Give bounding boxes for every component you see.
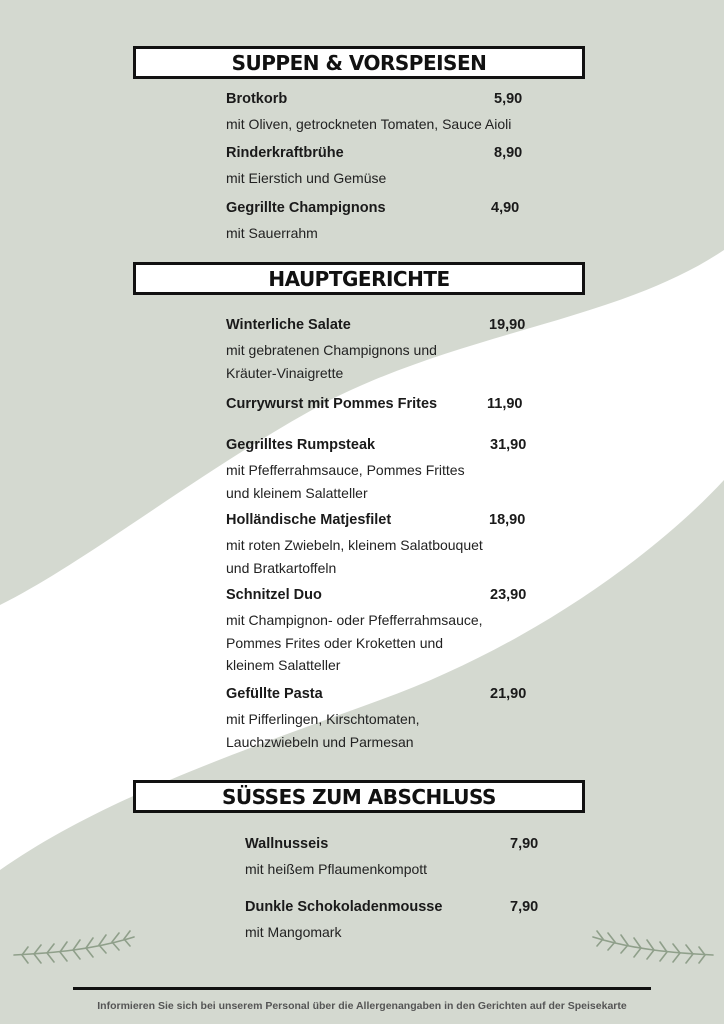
item-price: 8,90 [494,145,523,161]
item-price: 4,90 [491,200,520,216]
item-description: mit Sauerrahm [226,225,318,241]
item-price: 5,90 [494,91,523,107]
item-description: mit roten Zwiebeln, kleinem Salatbouquet und Bratkartoffeln [226,537,483,576]
item-description: mit Mangomark [245,924,342,940]
item-name: Gegrilltes Rumpsteak [226,437,376,453]
item-description: mit heißem Pflaumenkompott [245,861,428,877]
item-name: Rinderkraftbrühe [226,145,344,161]
item-name: Schnitzel Duo [226,587,322,603]
item-name: Gefüllte Pasta [226,686,323,702]
item-price: 19,90 [489,317,526,333]
item-description: mit gebratenen Champignons und Kräuter-Vinaigrette [226,342,437,381]
item-price: 18,90 [489,512,526,528]
rosemary-sprig-icon [12,925,142,975]
rosemary-sprig-icon [585,925,715,975]
item-description: mit Pfefferrahmsauce, Pommes Frittes und kleinem Salatteller [226,462,465,501]
section-header-suppen: SUPPEN & VORSPEISEN [133,46,585,79]
item-name: Wallnusseis [245,836,329,852]
allergen-note: Informieren Sie sich bei unserem Personal über die Allergenangaben in den Gerichten auf der Speisekarte [97,1000,627,1012]
item-description: mit Oliven, getrockneten Tomaten, Sauce Aioli [226,116,512,132]
item-description: mit Pifferlingen, Kirschtomaten, Lauchzwiebeln und Parmesan [226,711,420,750]
footer-divider [73,987,651,990]
item-price: 23,90 [490,587,527,603]
item-description: mit Champignon- oder Pfefferrahmsauce, Pommes Frites oder Kroketten und kleinem Salatteller [226,612,483,673]
item-name: Winterliche Salate [226,317,351,333]
item-name: Dunkle Schokoladenmousse [245,899,443,915]
item-description: mit Eierstich und Gemüse [226,170,387,186]
item-price: 21,90 [490,686,527,702]
item-price: 31,90 [490,437,527,453]
section-header-hauptgerichte: HAUPTGERICHTE [133,262,585,295]
item-price: 11,90 [487,396,523,412]
item-name: Currywurst mit Pommes Frites [226,396,438,412]
item-name: Holländische Matjesfilet [226,512,392,528]
section-header-suesses: SÜSSES ZUM ABSCHLUSS [133,780,585,813]
item-name: Brotkorb [226,91,288,107]
item-name: Gegrillte Champignons [226,200,386,216]
item-price: 7,90 [510,899,539,915]
item-price: 7,90 [510,836,539,852]
